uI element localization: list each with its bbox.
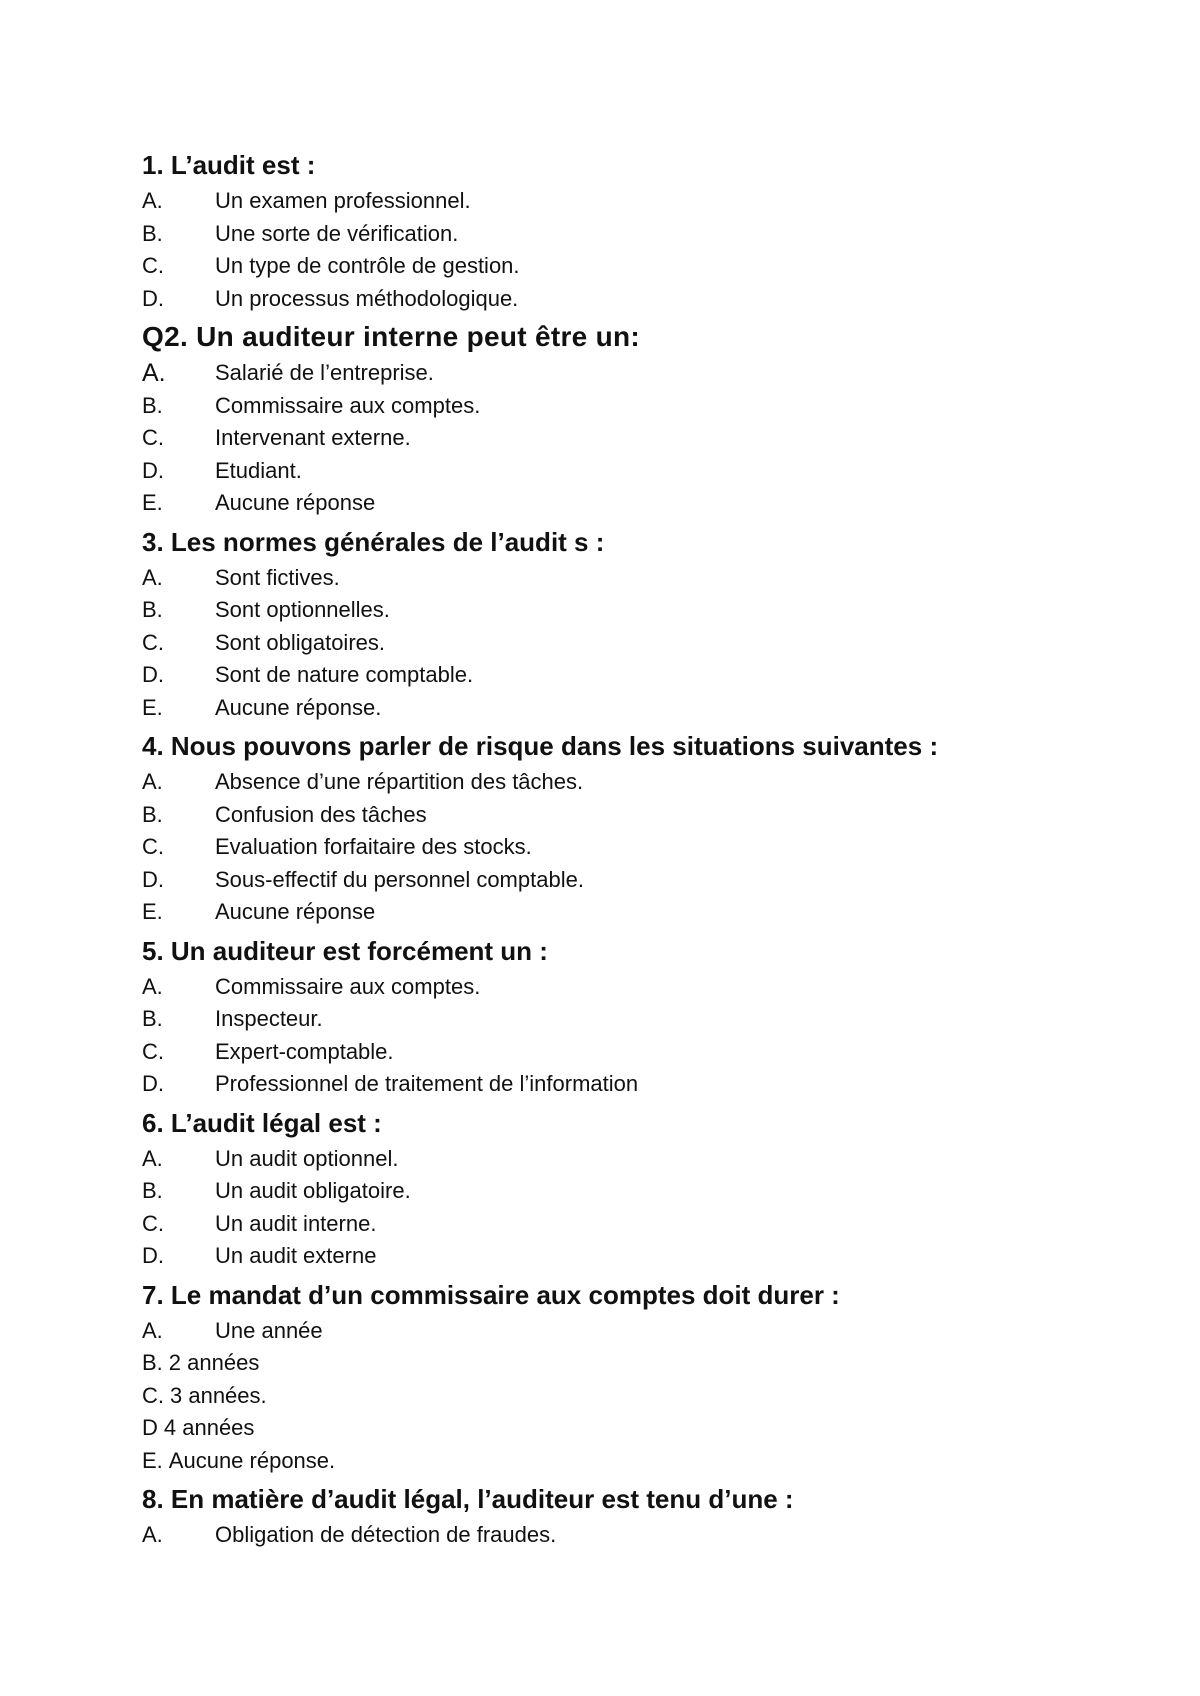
- option-letter: D: [142, 1415, 158, 1440]
- option-c: [142, 831, 1102, 864]
- question-2: [142, 319, 1102, 520]
- option-letter: B.: [142, 597, 163, 622]
- option-a: [142, 185, 1102, 218]
- option-letter: C.: [142, 1382, 164, 1408]
- option-letter: A.: [142, 564, 163, 590]
- option-text: Un audit externe: [215, 1243, 377, 1268]
- option-a: [142, 562, 1102, 595]
- option-a: [142, 1519, 1102, 1552]
- option-letter: B.: [142, 1006, 163, 1031]
- option-text: 2 années: [168, 1350, 260, 1375]
- question-title: 6. L’audit légal est :: [142, 1107, 382, 1138]
- option-text: Evaluation forfaitaire des stocks.: [215, 834, 532, 859]
- option-text: Un audit interne.: [215, 1210, 377, 1236]
- option-a: [142, 971, 1102, 1004]
- option-letter: E.: [142, 694, 163, 720]
- option-letter: B.: [142, 220, 163, 246]
- option-d: [142, 864, 1102, 897]
- option-text: Aucune réponse: [215, 899, 376, 924]
- option-e: [142, 487, 1102, 520]
- option-letter: C.: [142, 253, 164, 278]
- option-text: Sont obligatoires.: [215, 629, 385, 655]
- question-4: [142, 728, 1102, 929]
- option-text: Aucune réponse.: [215, 694, 382, 720]
- option-b: [142, 799, 1102, 832]
- option-text: Obligation de détection de fraudes.: [215, 1522, 557, 1547]
- option-letter: B.: [142, 392, 163, 418]
- option-letter: D.: [142, 1071, 164, 1096]
- question-title: 7. Le mandat d’un commissaire aux comptes doit durer :: [142, 1279, 840, 1310]
- option-d: [142, 455, 1102, 488]
- option-b: [142, 1003, 1102, 1036]
- option-a: [142, 766, 1102, 799]
- option-d: [142, 283, 1102, 316]
- question-title: 8. En matière d’audit légal, l’auditeur est tenu d’une :: [142, 1484, 794, 1514]
- option-a: [142, 1143, 1102, 1176]
- option-text: Commissaire aux comptes.: [215, 392, 481, 418]
- option-a: [142, 1315, 1102, 1348]
- option-letter: B.: [142, 1178, 163, 1203]
- option-text: Absence d’une répartition des tâches.: [215, 769, 584, 794]
- question-6: [142, 1105, 1102, 1273]
- option-c: [142, 250, 1102, 283]
- option-letter: C.: [142, 629, 164, 655]
- question-title: 5. Un auditeur est forcément un :: [142, 935, 548, 966]
- question-title: 3. Les normes générales de l’audit s :: [142, 526, 605, 557]
- option-c: [142, 1208, 1102, 1241]
- option-letter: A.: [142, 1317, 163, 1343]
- option-d: [142, 1240, 1102, 1273]
- option-letter: D.: [142, 662, 164, 687]
- option-c: [142, 1036, 1102, 1069]
- option-text: Un type de contrôle de gestion.: [215, 253, 520, 278]
- quiz-content: [142, 143, 1102, 1552]
- option-text: Sont de nature comptable.: [215, 662, 474, 687]
- option-text: Intervenant externe.: [215, 425, 411, 450]
- option-letter: B.: [142, 1350, 163, 1375]
- option-text: Etudiant.: [215, 457, 302, 483]
- option-letter: C.: [142, 425, 164, 450]
- option-text: Une sorte de vérification.: [215, 220, 459, 246]
- option-text: Un processus méthodologique.: [215, 285, 519, 311]
- option-b: [142, 1347, 1102, 1380]
- option-a: [142, 357, 1102, 390]
- option-letter: A.: [142, 973, 163, 999]
- option-text: Sont fictives.: [215, 564, 340, 590]
- question-title: 1. L’audit est :: [142, 150, 316, 180]
- option-letter: A.: [142, 1522, 163, 1547]
- option-letter: E.: [142, 899, 163, 924]
- option-b: [142, 594, 1102, 627]
- option-letter: A.: [142, 769, 163, 794]
- option-text: Un examen professionnel.: [215, 188, 471, 213]
- question-7: [142, 1277, 1102, 1478]
- option-text: Sont optionnelles.: [215, 597, 390, 622]
- question-5: [142, 933, 1102, 1101]
- option-letter: D.: [142, 285, 164, 311]
- option-c: [142, 627, 1102, 660]
- option-text: Aucune réponse.: [168, 1447, 336, 1473]
- option-text: Commissaire aux comptes.: [215, 973, 481, 999]
- question-3: [142, 524, 1102, 725]
- question-title: Q2. Un auditeur interne peut être un:: [142, 321, 641, 352]
- option-c: [142, 1380, 1102, 1413]
- option-e: [142, 692, 1102, 725]
- option-d: [142, 1412, 1102, 1445]
- option-letter: D.: [142, 866, 164, 892]
- question-title: 4. Nous pouvons parler de risque dans les situations suivantes :: [142, 731, 939, 761]
- option-text: 3 années.: [170, 1382, 267, 1408]
- question-1: [142, 147, 1102, 315]
- option-letter: C.: [142, 834, 164, 859]
- option-text: Confusion des tâches: [215, 801, 427, 827]
- option-letter: D.: [142, 1243, 164, 1268]
- option-text: Inspecteur.: [215, 1006, 323, 1031]
- option-d: [142, 1068, 1102, 1101]
- option-c: [142, 422, 1102, 455]
- option-e: [142, 896, 1102, 929]
- option-letter: A.: [142, 188, 163, 213]
- option-text: Un audit obligatoire.: [215, 1178, 411, 1203]
- question-8: [142, 1481, 1102, 1552]
- option-text: Une année: [215, 1317, 323, 1343]
- option-text: 4 années: [163, 1415, 255, 1440]
- option-text: Sous-effectif du personnel comptable.: [215, 866, 584, 892]
- option-d: [142, 659, 1102, 692]
- option-text: Un audit optionnel.: [215, 1145, 399, 1171]
- option-b: [142, 218, 1102, 251]
- option-letter: A.: [142, 1145, 163, 1171]
- option-letter: C.: [142, 1038, 164, 1064]
- option-letter: E.: [142, 490, 163, 515]
- option-letter: C.: [142, 1210, 164, 1236]
- option-e: [142, 1445, 1102, 1478]
- option-letter: A.: [142, 359, 166, 387]
- option-letter: E.: [142, 1447, 163, 1473]
- option-text: Professionnel de traitement de l’information: [215, 1071, 639, 1096]
- option-letter: D.: [142, 457, 164, 483]
- option-letter: B.: [142, 801, 163, 827]
- option-text: Salarié de l’entreprise.: [215, 360, 434, 385]
- option-text: Expert-comptable.: [215, 1038, 394, 1064]
- option-b: [142, 390, 1102, 423]
- option-text: Aucune réponse: [215, 490, 376, 515]
- option-b: [142, 1175, 1102, 1208]
